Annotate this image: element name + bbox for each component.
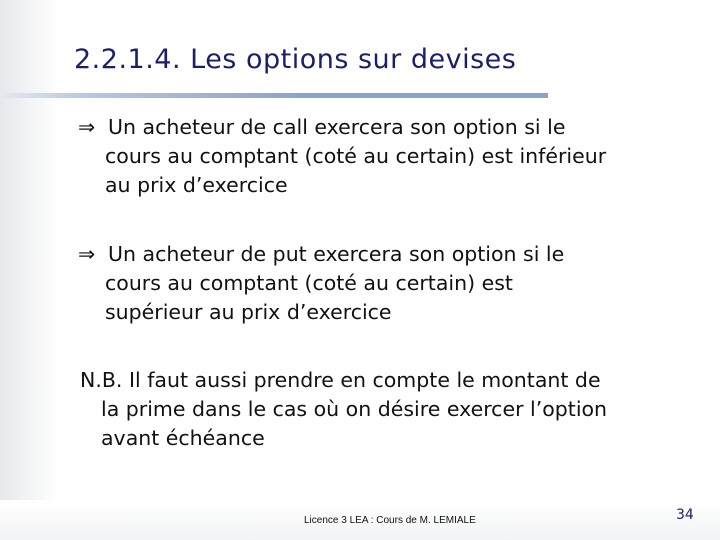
note-line: avant échéance xyxy=(101,426,265,450)
page-number: 34 xyxy=(676,507,694,523)
implies-arrow-icon: ⇒ xyxy=(78,115,96,139)
slide-title: 2.2.1.4. Les options sur devises xyxy=(74,44,517,75)
bullet-call-option xyxy=(78,113,606,200)
title-underline-rule xyxy=(0,93,548,98)
bullet-line xyxy=(78,113,606,142)
bullet-line: supérieur au prix d’exercice xyxy=(105,300,392,324)
bullet-line: cours au comptant (coté au certain) est inférieur xyxy=(105,144,607,168)
bullet-line xyxy=(78,240,564,269)
implies-arrow-icon: ⇒ xyxy=(78,242,96,266)
bullet-text: Un acheteur de put exercera son option si le xyxy=(108,242,565,266)
note-paragraph xyxy=(80,366,607,453)
footer-course-label: Licence 3 LEA : Cours de M. LEMIALE xyxy=(304,515,476,526)
bullet-line: cours au comptant (coté au certain) est xyxy=(105,271,513,295)
note-line: N.B. Il faut aussi prendre en compte le montant de xyxy=(80,368,601,392)
bullet-put-option xyxy=(78,240,564,327)
left-decorative-band xyxy=(0,0,60,540)
note-line: la prime dans le cas où on désire exercer l’option xyxy=(101,397,608,421)
bullet-line: au prix d’exercice xyxy=(105,173,288,197)
bullet-text: Un acheteur de call exercera son option si le xyxy=(108,115,566,139)
